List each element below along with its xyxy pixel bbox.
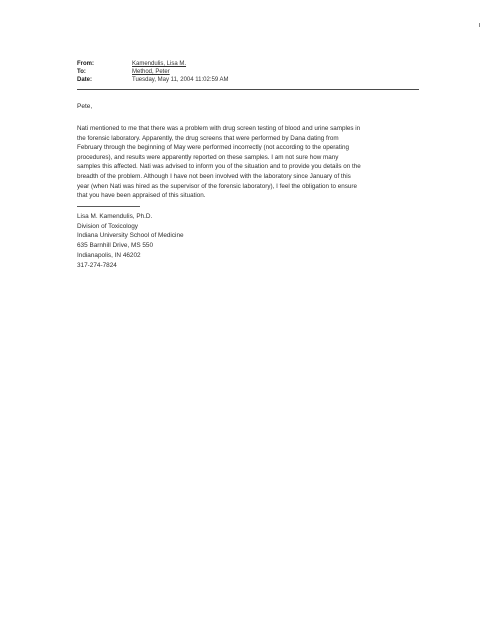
salutation: Pete, bbox=[77, 103, 93, 110]
body-line: that you have been appraised of this situation. bbox=[77, 192, 206, 200]
email-header bbox=[77, 60, 229, 84]
body-line: procedures), and results were apparently reported on these samples. I am not sure how many bbox=[77, 153, 339, 161]
from-value: Kamendulis, Lisa M. bbox=[132, 61, 187, 67]
signature-name: Lisa M. Kamendulis, Ph.D. bbox=[77, 213, 153, 220]
body-line: breadth of the problem. Although I have not been involved with the laboratory since January of this bbox=[77, 172, 351, 180]
email-body bbox=[77, 124, 422, 201]
date-label: Date: bbox=[77, 77, 93, 83]
to-value: Method, Peter bbox=[132, 69, 170, 75]
signature-division: Division of Toxicology bbox=[77, 222, 138, 230]
signature-divider bbox=[77, 206, 140, 207]
signature-school: Indiana University School of Medicine bbox=[77, 232, 184, 240]
body-line: samples this affected. Nati was advised to inform you of the situation and to provide you details on the bbox=[77, 163, 361, 171]
to-row bbox=[77, 68, 229, 76]
date-value: Tuesday, May 11, 2004 11:02:59 AM bbox=[132, 77, 229, 83]
from-row bbox=[77, 60, 229, 68]
scan-mark bbox=[479, 23, 480, 27]
signature-phone: 317-274-7824 bbox=[77, 261, 117, 269]
body-line: the forensic laboratory. Apparently, the drug screens that were performed by Dana dating from bbox=[77, 134, 339, 142]
signature-street: 635 Barnhill Drive, MS 550 bbox=[77, 242, 154, 250]
to-label: To: bbox=[77, 69, 86, 75]
signature-block bbox=[77, 212, 184, 270]
header-divider bbox=[77, 89, 419, 90]
from-label: From: bbox=[77, 61, 94, 67]
body-line: February through the beginning of May were performed incorrectly (not according to the operating bbox=[77, 144, 349, 152]
body-line: Nati mentioned to me that there was a problem with drug screen testing of blood and urine samples in bbox=[77, 125, 361, 132]
body-line: year (when Nati was hired as the supervisor of the forensic laboratory), I feel the obligation to ensure bbox=[77, 182, 358, 190]
signature-city: Indianapolis, IN 46202 bbox=[77, 251, 141, 259]
date-row bbox=[77, 76, 229, 84]
